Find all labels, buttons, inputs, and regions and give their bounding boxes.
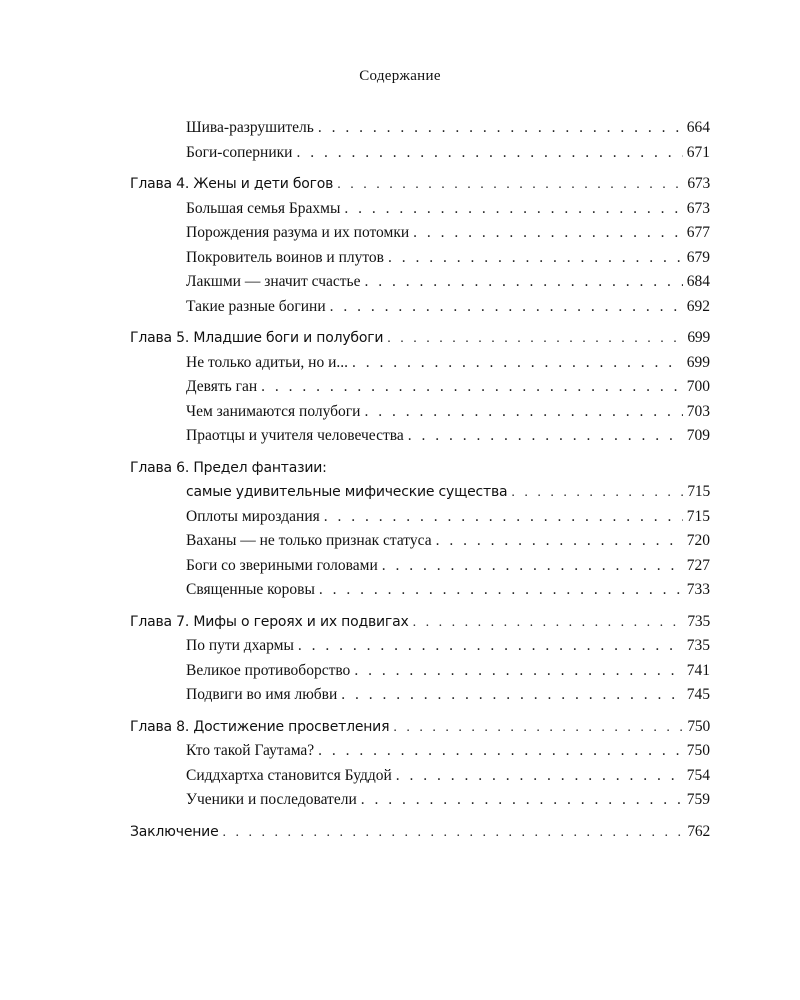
toc-section-title: Сиддхартха становится Буддой — [186, 766, 392, 784]
page-header-title: Содержание — [359, 68, 441, 84]
toc-section-title: Такие разные богини — [186, 297, 326, 315]
toc-chapter-subtitle: самые удивительные мифические существа — [186, 484, 508, 500]
toc-section-title: Порождения разума и их потомки — [186, 224, 410, 241]
toc-page-number: 700 — [686, 378, 710, 395]
dot-leader — [413, 611, 684, 636]
toc-section-entry[interactable] — [130, 424, 710, 449]
toc-page-number: 703 — [686, 402, 710, 420]
toc-section-entry[interactable] — [130, 739, 710, 764]
toc-section-title: Не только адитьи, но и... — [186, 353, 349, 371]
toc-page-number: 741 — [686, 661, 710, 679]
toc-section-entry[interactable] — [130, 634, 710, 659]
toc-section-title: Лакшми — значит счастье — [186, 273, 361, 290]
toc-chapter-6[interactable] — [130, 480, 710, 505]
toc-section-title: Покровитель воинов и плутов — [186, 248, 385, 266]
toc-page-number: 735 — [686, 637, 710, 654]
toc-section-title: Священные коровы — [186, 581, 315, 598]
toc-section-entry[interactable] — [130, 141, 710, 166]
toc-section-entry[interactable] — [130, 221, 710, 246]
toc-page-number: 679 — [686, 248, 710, 266]
toc-section-entry[interactable] — [130, 197, 710, 222]
toc-chapter-6-heading[interactable] — [130, 456, 710, 481]
toc-page-number: 733 — [686, 581, 710, 598]
dot-leader — [319, 578, 683, 603]
toc-section-entry[interactable] — [130, 246, 710, 271]
toc-chapter-8[interactable] — [130, 715, 710, 740]
toc-page-number: 671 — [686, 143, 710, 161]
dot-leader — [341, 683, 682, 708]
toc-section-title: Боги со звериными головами — [186, 556, 378, 574]
toc-page-number: 735 — [687, 612, 710, 630]
toc-page-number: 727 — [686, 556, 710, 574]
toc-conclusion-title: Заключение — [130, 823, 219, 840]
toc-section-entry[interactable] — [130, 578, 710, 603]
toc-section-entry[interactable] — [130, 683, 710, 708]
toc-section-title: Шива-разрушитель — [186, 119, 314, 136]
toc-page-number: 750 — [686, 742, 710, 759]
toc-section-title: Подвиги во имя любви — [186, 686, 338, 703]
toc-section-title: Боги-соперники — [186, 143, 293, 161]
toc-section-entry[interactable] — [130, 295, 710, 320]
dot-leader — [393, 716, 683, 741]
toc-chapter-title: Глава 5. Младшие боги и полубоги — [130, 330, 384, 346]
toc-chapter-title: Глава 4. Жены и дети богов — [130, 176, 334, 192]
toc-page-number: 759 — [686, 791, 710, 808]
dot-leader — [364, 400, 682, 425]
toc-page-number: 709 — [686, 427, 710, 444]
toc-section-entry[interactable] — [130, 400, 710, 425]
toc-page-number: 684 — [686, 273, 710, 290]
toc-section-entry[interactable] — [130, 116, 710, 141]
toc-page-number: 745 — [686, 686, 710, 703]
toc-page-number: 754 — [686, 766, 710, 784]
dot-leader — [352, 351, 683, 376]
toc-section-title: Ученики и последователи — [186, 791, 357, 808]
dot-leader — [344, 197, 682, 222]
toc-chapter-title: Глава 7. Мифы о героях и их подвигах — [130, 613, 409, 630]
toc-page-number: 677 — [686, 224, 710, 241]
toc-page-number: 699 — [686, 353, 710, 371]
dot-leader — [318, 116, 683, 141]
toc-section-entry[interactable] — [130, 764, 710, 789]
toc-section-title: Великое противоборство — [186, 661, 351, 679]
toc-section-title: Чем занимаются полубоги — [186, 402, 361, 420]
dot-leader — [261, 375, 683, 400]
toc-page-number: 762 — [687, 822, 710, 840]
toc-section-entry[interactable] — [130, 351, 710, 376]
dot-leader — [511, 481, 683, 506]
dot-leader — [318, 739, 683, 764]
toc-section-entry[interactable] — [130, 659, 710, 684]
toc-section-title: По пути дхармы — [186, 637, 294, 654]
toc-conclusion[interactable] — [130, 820, 710, 845]
toc-page-number: 699 — [687, 329, 710, 346]
table-of-contents — [130, 116, 710, 844]
dot-leader — [364, 270, 682, 295]
dot-leader — [354, 659, 682, 684]
toc-page-number: 664 — [686, 119, 710, 136]
toc-page-number: 673 — [687, 175, 710, 192]
toc-chapter-4[interactable] — [130, 172, 710, 197]
dot-leader — [413, 221, 683, 246]
toc-section-entry[interactable] — [130, 270, 710, 295]
dot-leader — [330, 295, 683, 320]
toc-chapter-title: Глава 6. Предел фантазии: — [130, 459, 327, 476]
toc-page-number: 715 — [687, 483, 710, 500]
toc-chapter-5[interactable] — [130, 326, 710, 351]
toc-section-title: Праотцы и учителя человечества — [186, 427, 404, 444]
toc-page-number: 692 — [686, 297, 710, 315]
dot-leader — [382, 554, 683, 579]
toc-page-number: 715 — [686, 507, 710, 525]
toc-section-entry[interactable] — [130, 375, 710, 400]
dot-leader — [396, 764, 683, 789]
dot-leader — [436, 529, 683, 554]
dot-leader — [387, 327, 683, 352]
dot-leader — [223, 821, 684, 846]
dot-leader — [337, 173, 683, 198]
toc-section-entry[interactable] — [130, 505, 710, 530]
dot-leader — [388, 246, 683, 271]
toc-chapter-7[interactable] — [130, 610, 710, 635]
dot-leader — [298, 634, 683, 659]
toc-section-entry[interactable] — [130, 529, 710, 554]
toc-section-title: Кто такой Гаутама? — [186, 742, 315, 759]
dot-leader — [296, 141, 682, 166]
toc-section-title: Большая семья Брахмы — [186, 199, 341, 217]
dot-leader — [408, 424, 683, 449]
toc-section-title: Ваханы — не только признак статуса — [186, 532, 432, 549]
toc-page-number: 673 — [686, 199, 710, 217]
dot-leader — [361, 788, 683, 813]
toc-page-number: 750 — [687, 717, 710, 735]
toc-section-entry[interactable] — [130, 788, 710, 813]
toc-chapter-title: Глава 8. Достижение просветления — [130, 718, 390, 735]
toc-section-title: Оплоты мироздания — [186, 507, 320, 525]
toc-page-number: 720 — [686, 532, 710, 549]
toc-section-entry[interactable] — [130, 554, 710, 579]
dot-leader — [324, 505, 683, 530]
toc-section-title: Девять ган — [186, 378, 258, 395]
